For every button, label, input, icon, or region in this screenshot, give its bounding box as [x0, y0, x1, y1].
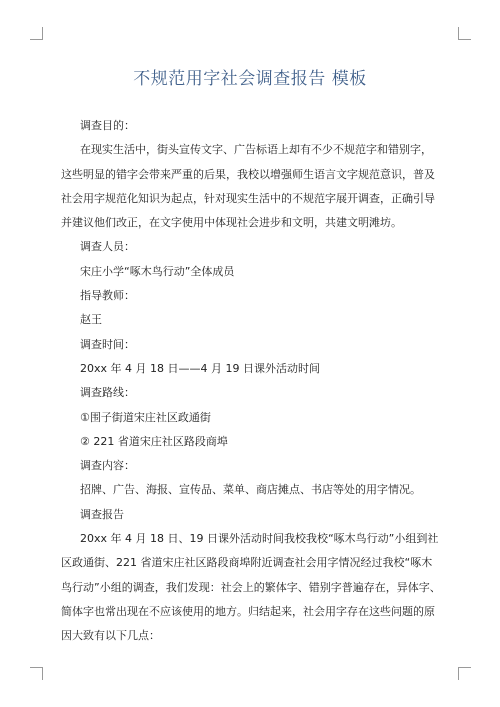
corner-mark-top-right	[458, 27, 471, 40]
document-body	[61, 114, 441, 649]
paragraph: 在现实生活中，街头宣传文字、广告标语上却有不少不规范字和错别字，这些明显的错字会带来严重的后果，我校以增强师生语言文字规范意识，普及社会用字规范化知识为起点，针对现实生活中的不规范字展开调查，正确引导并建议他们改正，在文字使用中体现社会进步和文明，共建文明滩坊。	[61, 143, 435, 230]
paragraph: 宋庄小学“啄木鸟行动”全体成员	[80, 264, 235, 278]
paragraph: ①围子街道宋庄社区政通街	[80, 410, 211, 424]
paragraph: 调查目的：	[80, 119, 135, 132]
corner-mark-bottom-right	[458, 667, 471, 680]
paragraph: ② 221 省道宋庄社区路段商埠	[80, 434, 228, 448]
document-title: 不规范用字社会调查报告 模板	[133, 69, 367, 89]
corner-mark-top-left	[30, 27, 43, 40]
paragraph: 调查报告	[80, 507, 124, 521]
paragraph: 调查路线：	[80, 386, 135, 400]
paragraph: 招牌、广告、海报、宣传品、菜单、商店摊点、书店等处的用字情况。	[80, 483, 421, 497]
paragraph: 调查内容：	[80, 459, 135, 473]
paragraph: 赵王	[80, 313, 102, 327]
corner-mark-bottom-left	[30, 667, 43, 680]
paragraph: 20xx 年 4 月 18 日——4 月 19 日课外活动时间	[80, 361, 320, 375]
paragraph: 20xx 年 4 月 18 日、19 日课外活动时间我校我校“啄木鸟行动”小组到社区政通街、221 省道宋庄社区路段商埠附近调查社会用字情况经过我校“啄木鸟行动”小组的调查，我们发现：社会上的繁体字、错别字普遍存在，异体字、简体字也常出现在不应该使用的地方。归结起来，社会用字存在这些问题的原因大致有以下几点：	[61, 532, 441, 643]
paragraph: 调查时间：	[80, 337, 135, 351]
paragraph: 调查人员：	[80, 240, 135, 254]
paragraph: 指导教师：	[80, 289, 135, 303]
